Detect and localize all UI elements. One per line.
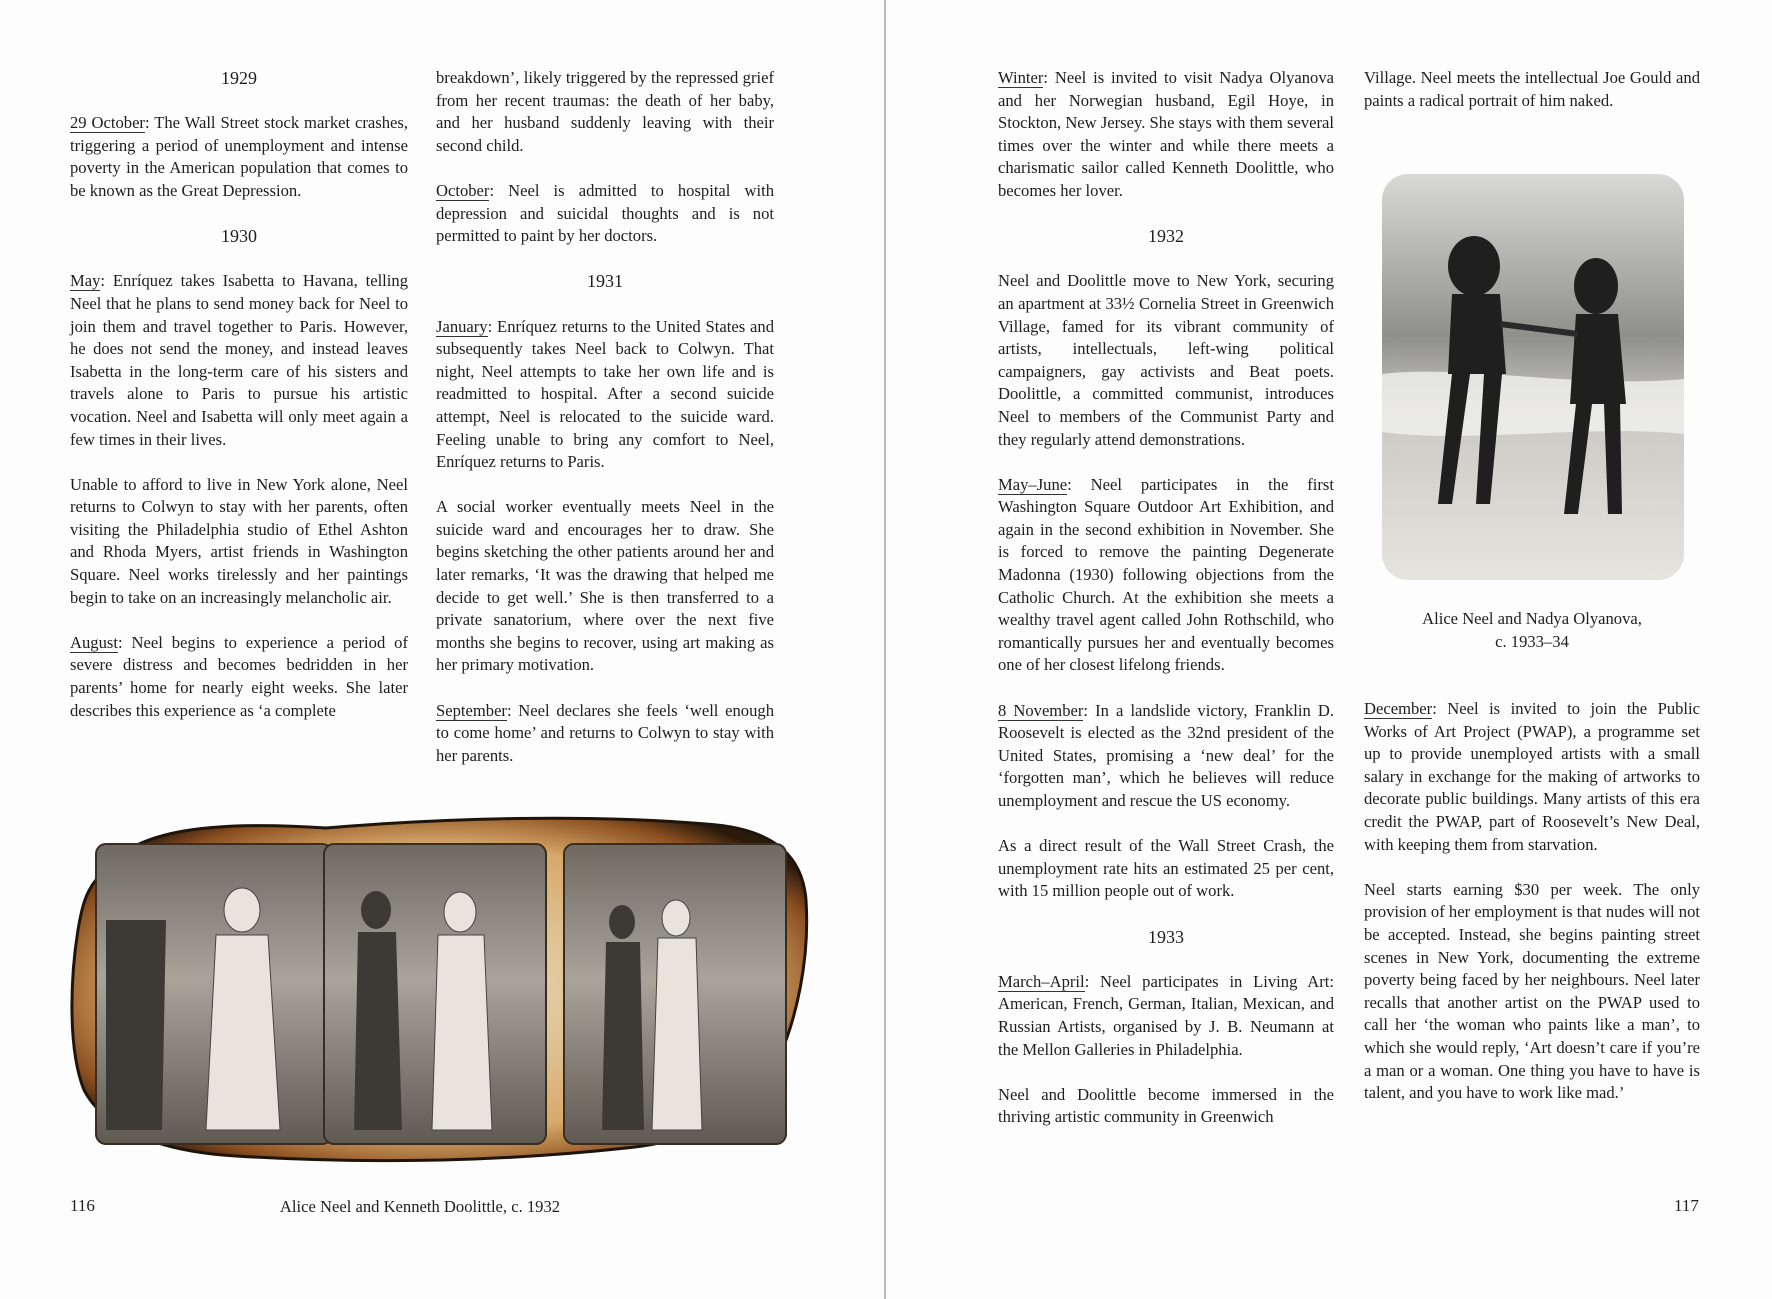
entry-text: : Neel is invited to visit Nadya Olyanova and her Norwegian husband, Egil Hoye, in Stockton, New Jersey. She stays with them several times over the winter and while there meets a charismatic sailor called Kenneth Doolittle, who becomes her lover.: [998, 68, 1334, 200]
page-number-right: 117: [1674, 1196, 1699, 1215]
burnt-photo-strip: [66, 810, 812, 1172]
left-column-2: [436, 67, 774, 790]
chronology-entry: [70, 270, 408, 451]
entry-text: Neel and Doolittle move to New York, securing an apartment at 33½ Cornelia Street in Greenwich Village, famed for its vibrant community of artists, intellectuals, left-wing political campaigners, gay activists and Beat poets. Doolittle, a committed communist, introduces Neel to members of the Communist Party and they regularly attend demonstrations.: [998, 271, 1334, 449]
beach-photo: [1382, 174, 1684, 580]
chronology-entry: [998, 474, 1334, 677]
entry-date-label: 29 October: [70, 113, 145, 133]
entry-text: : In a landslide victory, Franklin D. Roosevelt is elected as the 32nd president of the United States, promising a ‘new deal’ for the ‘forgotten man’, which he believes will reduce unemployment and rescue the US economy.: [998, 700, 1334, 810]
right-column-2-bottom: [1364, 698, 1700, 1127]
year-heading: 1932: [1148, 226, 1184, 247]
chronology-paragraph: [998, 1084, 1334, 1129]
entry-date-label: January: [436, 316, 488, 336]
entry-text: Neel and Doolittle become immersed in the thriving artistic community in Greenwich: [998, 1084, 1334, 1127]
chronology-entry: [436, 316, 774, 474]
entry-date-label: 8 November: [998, 700, 1084, 720]
entry-date-label: August: [70, 632, 118, 652]
left-page: [0, 0, 884, 1299]
entry-date-label: May: [70, 271, 101, 291]
chronology-entry: [436, 180, 774, 248]
chronology-paragraph: [70, 474, 408, 610]
chronology-entry: [70, 112, 408, 202]
entry-text: breakdown’, likely triggered by the repressed grief from her recent traumas: the death of her baby, and her husband suddenly leaving with their second child.: [436, 68, 774, 155]
chronology-entry: [1364, 698, 1700, 856]
entry-text: Neel starts earning $30 per week. The only provision of her employment is that nudes will not be accepted. Instead, she begins painting street scenes in New York, documenting the extreme poverty being faced by her neighbours. Neel later recalls that another artist on the PWAP used to call her ‘the woman who paints like a man’, to which she would reply, ‘Art doesn’t care if you’re a man or a woman. One thing you have to have is talent, and you have to work like mad.’: [1364, 879, 1700, 1103]
entry-date-label: December: [1364, 699, 1433, 718]
entry-text: Unable to afford to live in New York alone, Neel returns to Colwyn to stay with her parents, often visiting the Philadelphia studio of Ethel Ashton and Rhoda Myers, artist friends in Washington Square. Neel works tirelessly and her paintings begin to take on an increasingly melancholic air.: [70, 474, 408, 607]
right-column-2-top: [1364, 67, 1700, 135]
entry-date-label: September: [436, 700, 507, 720]
chronology-paragraph: [998, 270, 1334, 451]
right-photo-caption-line-2: c. 1933–34: [1495, 632, 1569, 651]
entry-text: : Neel participates in Living Art: American, French, German, Italian, Mexican, and Russian Artists, organised by J. B. Neumann at the Mellon Galleries in Philadelphia.: [998, 971, 1334, 1059]
left-column-1: [70, 67, 408, 745]
entry-text: : The Wall Street stock market crashes, triggering a period of unemployment and intense poverty in the American population that comes to be known as the Great Depression.: [70, 113, 409, 200]
entry-date-label: October: [436, 180, 490, 200]
chronology-paragraph: [1364, 879, 1700, 1105]
chronology-entry: [998, 700, 1334, 813]
entry-text: As a direct result of the Wall Street Crash, the unemployment rate hits an estimated 25 per cent, with 15 million people out of work.: [998, 836, 1334, 901]
entry-text: Village. Neel meets the intellectual Joe Gould and paints a radical portrait of him naked.: [1364, 68, 1700, 110]
chronology-entry: [436, 700, 774, 768]
chronology-paragraph: [998, 835, 1334, 903]
entry-text: A social worker eventually meets Neel in the suicide ward and encourages her to draw. She begins sketching the other patients around her and later remarks, ‘It was the drawing that helped me decide to get well.’ She is then transferred to a private sanatorium, where over the next five months she begins to recover, using art making as her primary motivation.: [436, 497, 774, 675]
chronology-paragraph: [436, 67, 774, 157]
entry-text: : Neel is invited to join the Public Works of Art Project (PWAP), a programme set up to provide unemployed artists with a small salary in exchange for the making of artworks to decorate public buildings. Many artists of this era credit the PWAP, part of Roosevelt’s New Deal, with keeping them from starvation.: [1364, 699, 1700, 854]
entry-text: : Neel declares she feels ‘well enough to come home’ and returns to Colwyn to stay with her parents.: [436, 700, 774, 765]
entry-date-label: May–June: [998, 474, 1068, 494]
year-heading: 1930: [221, 226, 257, 247]
right-page: [886, 0, 1772, 1299]
year-heading: 1929: [221, 68, 257, 88]
chronology-entry: [70, 632, 408, 722]
entry-text: : Enríquez returns to the United States and subsequently takes Neel back to Colwyn. That night, Neel attempts to take her own life and is readmitted to hospital. After a second suicide attempt, Neel is relocated to the suicide ward. Feeling unable to bring any comfort to Neel, Enríquez returns to Paris.: [436, 316, 774, 472]
entry-text: : Neel begins to experience a period of severe distress and becomes bedridden in her parents’ home for nearly eight weeks. She later describes this experience as ‘a complete: [70, 632, 408, 720]
chronology-entry: [998, 971, 1334, 1061]
right-column-1: [998, 67, 1334, 1152]
page-number-left: 116: [70, 1196, 95, 1215]
entry-text: : Neel participates in the first Washington Square Outdoor Art Exhibition, and again in the second exhibition in November. She is forced to remove the painting Degenerate Madonna (1930) following objections from the Catholic Church. At the exhibition she meets a wealthy travel agent called John Rothschild, who romantically pursues her and eventually becomes one of her closest lifelong friends.: [998, 474, 1334, 675]
left-photo-caption: Alice Neel and Kenneth Doolittle, c. 1932: [279, 1197, 561, 1216]
chronology-paragraph: [436, 496, 774, 677]
entry-date-label: March–April: [998, 971, 1085, 991]
year-heading: 1931: [587, 271, 623, 292]
entry-date-label: Winter: [998, 68, 1044, 87]
year-heading: 1933: [1148, 926, 1184, 947]
chronology-paragraph: [1364, 67, 1700, 112]
entry-text: : Neel is admitted to hospital with depression and suicidal thoughts and is not permitted to paint by her doctors.: [436, 180, 774, 246]
chronology-entry: [998, 67, 1334, 203]
right-photo-caption-line-1: Alice Neel and Nadya Olyanova,: [1422, 609, 1642, 628]
entry-text: : Enríquez takes Isabetta to Havana, telling Neel that he plans to send money back for Neel to join them and travel together to Paris. However, he does not send the money, and instead leaves Isabetta in the long-term care of his sisters and travels alone to Paris to pursue his artistic vocation. Neel and Isabetta will only meet again a few times in their lives.: [70, 271, 408, 449]
